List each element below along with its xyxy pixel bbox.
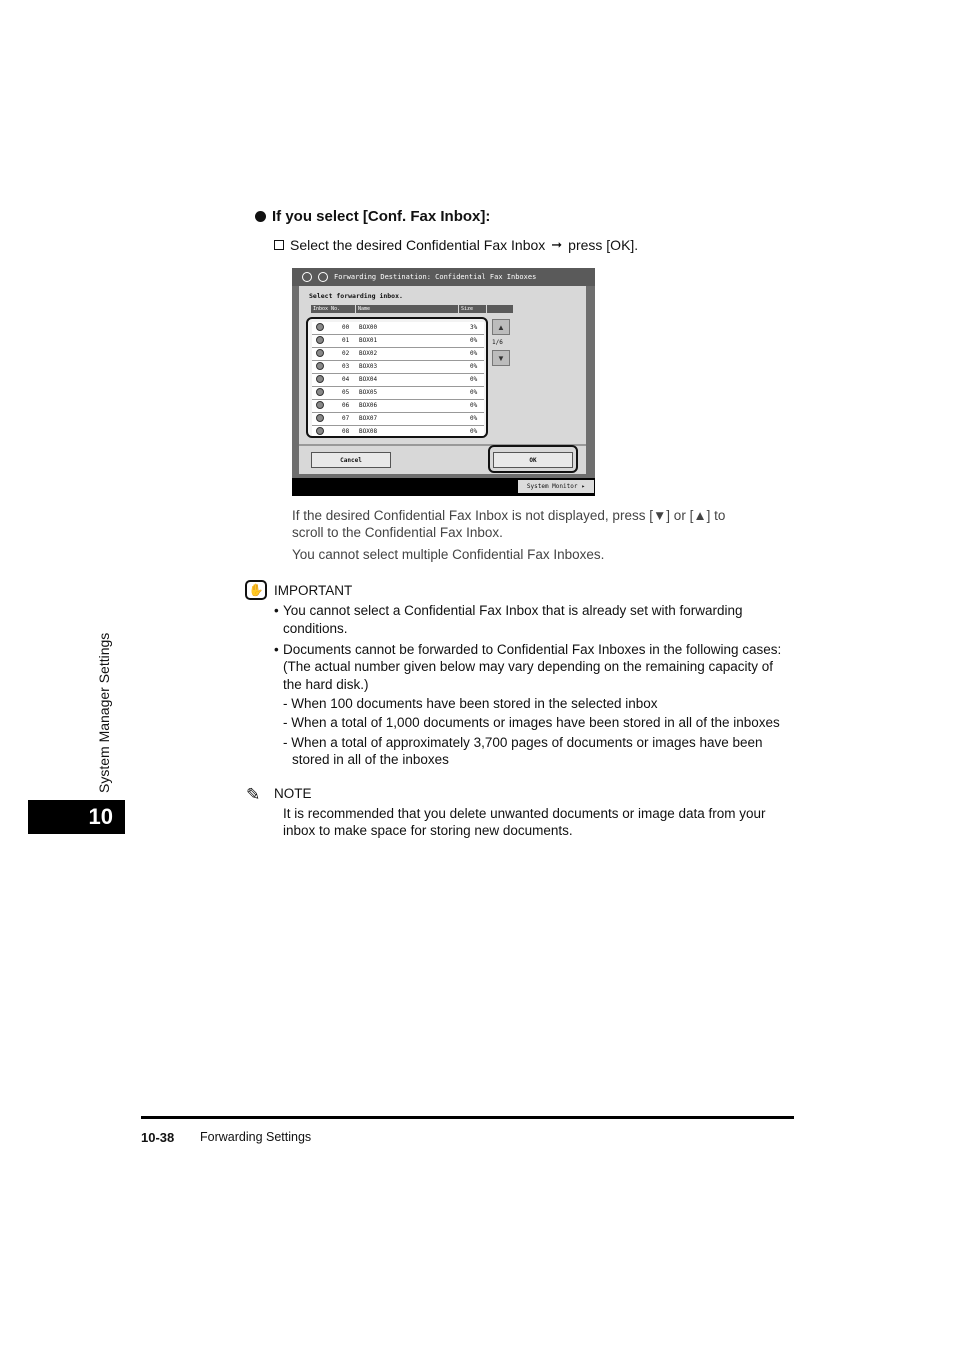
triangle-down-icon: ▼ [497,353,505,363]
bullet-dot-icon: • [274,603,279,618]
inbox-row[interactable]: 05 BOX05 0% [312,387,484,400]
chapter-sidebar [94,605,114,795]
play-icon: ▸ [581,483,586,490]
pencil-icon: ✎ [246,785,261,804]
scroll-up-button[interactable] [492,319,510,335]
screen-instruction: Select forwarding inbox. [309,292,403,300]
screen-title: Forwarding Destination: Confidential Fax Inboxes [334,273,537,281]
chapter-number: 10 [28,800,125,834]
bullet-dot-icon: • [274,642,279,657]
page-number: 10-38 [141,1130,175,1145]
checkbox-icon [274,240,284,250]
inbox-row[interactable]: 06 BOX06 0% [312,400,484,413]
section-heading [255,208,490,225]
inbox-icon [316,388,324,396]
important-b2-l3: the hard disk.) [283,677,369,692]
step-instruction [274,237,638,253]
column-header-size: Size [459,305,486,313]
inbox-row[interactable]: 03 BOX03 0% [312,361,484,374]
inbox-row[interactable]: 00 BOX00 3% [312,322,484,335]
screen-inbox-icon [318,272,328,282]
system-monitor-label: System Monitor [526,483,578,490]
inbox-row[interactable]: 08 BOX08 0% [312,426,484,438]
ok-button[interactable]: OK [493,452,573,468]
note-l1: It is recommended that you delete unwanted documents or image data from your [283,806,766,821]
inbox-icon [316,414,324,422]
inbox-row[interactable]: 04 BOX04 0% [312,374,484,387]
cancel-button[interactable]: Cancel [311,452,391,468]
inbox-icon [316,349,324,357]
arrow-icon: ➞ [551,237,563,252]
sidebar-title: System Manager Settings [96,632,112,793]
system-monitor-button[interactable] [518,480,594,493]
important-label: IMPORTANT [274,583,353,598]
inbox-row[interactable]: 07 BOX07 0% [312,413,484,426]
important-sub3-l1: - When a total of approximately 3,700 pages of documents or images have been [283,735,763,750]
inbox-icon [316,375,324,383]
scroll-note-line1: If the desired Confidential Fax Inbox is not displayed, press [▼] or [▲] to [292,508,726,523]
scroll-note-line2: scroll to the Confidential Fax Inbox. [292,525,503,540]
heading-text: If you select [Conf. Fax Inbox]: [272,208,491,225]
inbox-row[interactable]: 02 BOX02 0% [312,348,484,361]
screen-body [299,286,586,474]
inbox-icon [316,401,324,409]
footer-rule [141,1116,794,1119]
step-text-after: press [OK]. [568,237,639,253]
important-b1-l2: conditions. [283,621,348,636]
inbox-icon [316,336,324,344]
screen-mode-icon [302,272,312,282]
inbox-row[interactable]: 01 BOX01 0% [312,335,484,348]
column-header-name: Name [356,305,458,313]
bullet-icon [255,211,266,222]
important-b2-l2: (The actual number given below may vary depending on the remaining capacity of [283,659,774,674]
hand-icon: ✋ [245,580,267,600]
inbox-icon [316,362,324,370]
inbox-icon [316,323,324,331]
note-label: NOTE [274,786,312,801]
note-l2: inbox to make space for storing new documents. [283,823,573,838]
screen-titlebar [292,268,595,286]
important-sub2: - When a total of 1,000 documents or images have been stored in all of the inboxes [283,715,780,730]
device-screenshot [292,268,595,496]
multiple-note: You cannot select multiple Confidential Fax Inboxes. [292,547,605,562]
scroll-down-button[interactable] [492,350,510,366]
step-text-before: Select the desired Confidential Fax Inbox [290,237,546,253]
inbox-list [306,317,488,438]
section-name: Forwarding Settings [200,1130,312,1144]
important-sub1: - When 100 documents have been stored in the selected inbox [283,696,658,711]
page-indicator: 1/6 [492,339,503,346]
important-b1-l1: You cannot select a Confidential Fax Inbox that is already set with forwarding [283,603,743,618]
triangle-up-icon: ▲ [497,322,505,332]
inbox-icon [316,427,324,435]
important-b2-l1: Documents cannot be forwarded to Confidential Fax Inboxes in the following cases: [283,642,782,657]
important-sub3-l2: stored in all of the inboxes [292,752,449,767]
column-header-blank [487,305,513,313]
column-header-no: Inbox No. [311,305,355,313]
